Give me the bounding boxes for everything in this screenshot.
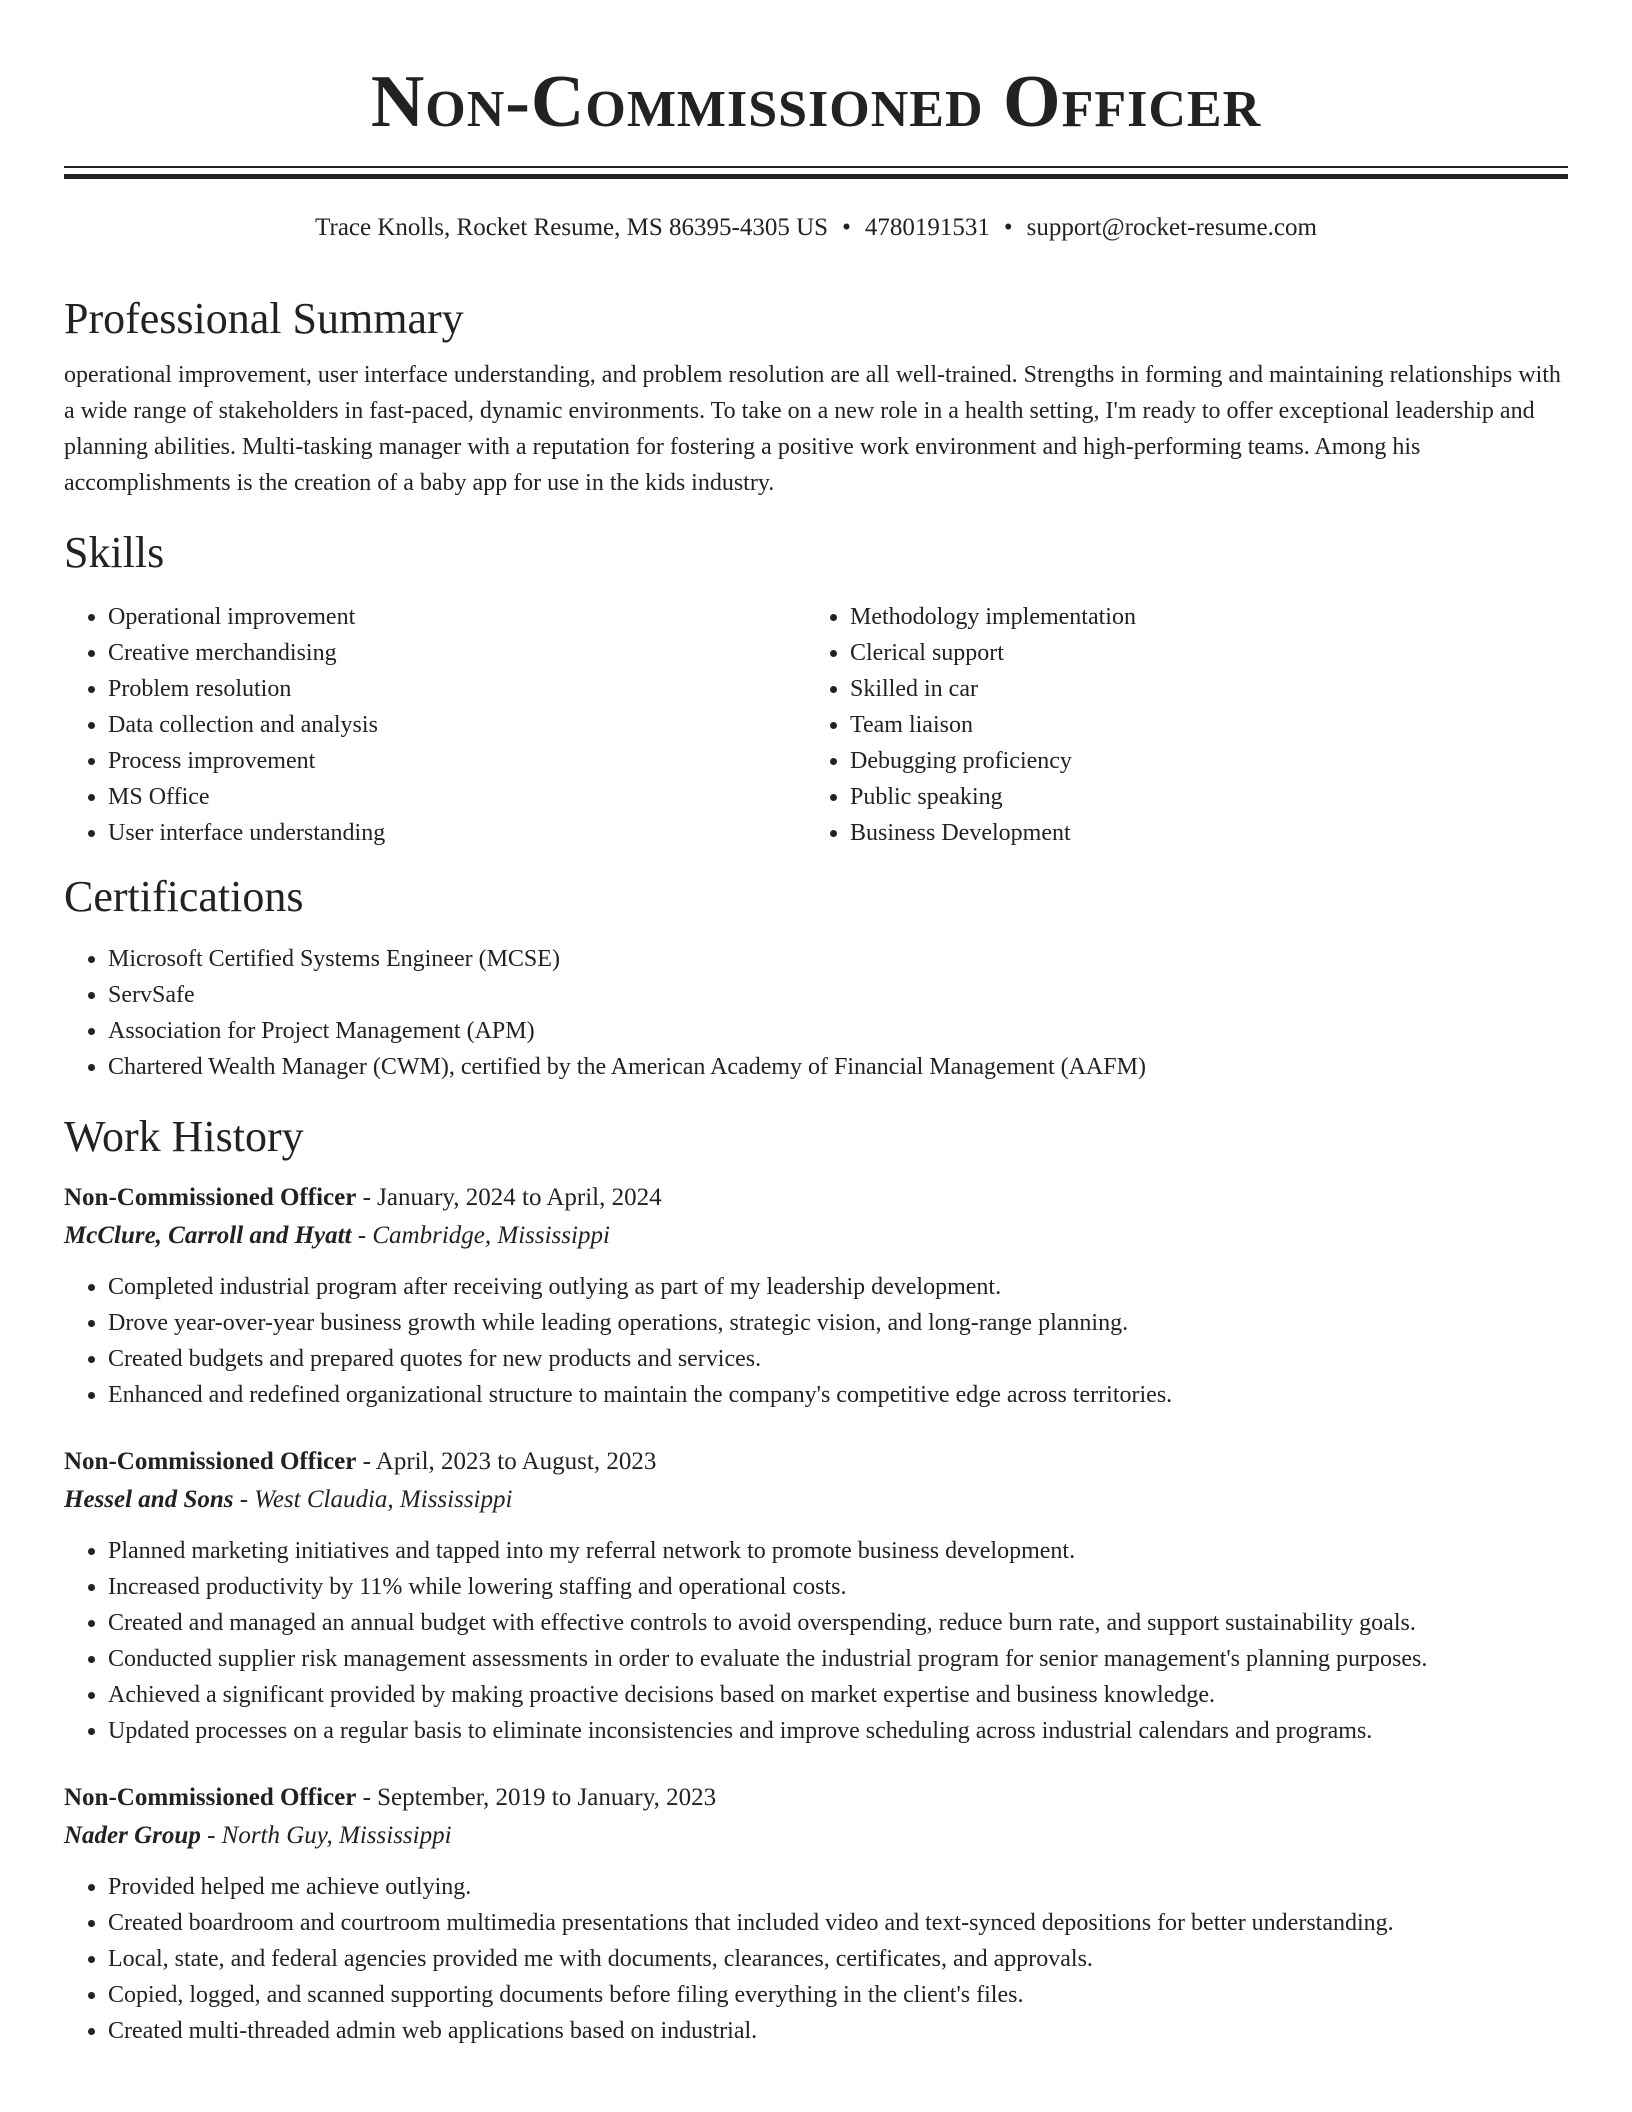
job-bullet: • Created budgets and prepared quotes for new products and services. [108, 1341, 1568, 1377]
job-dates: - April, 2023 to August, 2023 [362, 1448, 657, 1475]
skill-item: • Process improvement [108, 743, 806, 779]
skill-item: • Operational improvement [108, 599, 806, 635]
skill-item: • MS Office [108, 779, 806, 815]
job-company-line [64, 1481, 1568, 1519]
job-entry [64, 1443, 1568, 1749]
job-bullet: • Provided helped me achieve outlying. [108, 1869, 1568, 1905]
job-bullet: • Completed industrial program after receiving outlying as part of my leadership development. [108, 1269, 1568, 1305]
certifications-section [64, 871, 1568, 1085]
skill-item: • Problem resolution [108, 671, 806, 707]
title-divider-thin [64, 166, 1568, 168]
contact-separator: • [842, 214, 851, 241]
job-bullet: • Drove year-over-year business growth while leading operations, strategic vision, and long-range planning. [108, 1305, 1568, 1341]
summary-text: operational improvement, user interface understanding, and problem resolution are all well-trained. Strengths in forming and maintaining relationships with a wide range of stakeholders in fast-paced, dynamic environments. To take on a new role in a health setting, I'm ready to offer exceptional leadership and planning abilities. Multi-tasking manager with a reputation for fostering a positive work environment and high-performing teams. Among his accomplishments is the creation of a baby app for use in the kids industry. [64, 362, 1561, 496]
summary-section [64, 293, 1568, 501]
contact-line [64, 211, 1568, 245]
job-title: Non-Commissioned Officer [64, 1784, 357, 1811]
job-company-line [64, 1217, 1568, 1255]
skill-item: • Public speaking [850, 779, 1548, 815]
job-bullet: • Enhanced and redefined organizational structure to maintain the company's competitive edge across territories. [108, 1377, 1568, 1413]
contact-address: Trace Knolls, Rocket Resume, MS 86395-4305 US [315, 214, 829, 241]
job-bullet: • Updated processes on a regular basis to eliminate inconsistencies and improve scheduling across industrial calendars and programs. [108, 1713, 1568, 1749]
certifications-heading: Certifications [64, 872, 304, 921]
contact-phone: 4780191531 [864, 214, 990, 241]
skill-item: • Skilled in car [850, 671, 1548, 707]
skill-item: • Methodology implementation [850, 599, 1548, 635]
job-title: Non-Commissioned Officer [64, 1448, 357, 1475]
skills-heading: Skills [64, 528, 165, 577]
job-location: - North Guy, Mississippi [207, 1822, 452, 1849]
certification-item: • ServSafe [108, 977, 1568, 1013]
skill-item: • Clerical support [850, 635, 1548, 671]
summary-heading: Professional Summary [64, 294, 464, 343]
contact-email: support@rocket-resume.com [1026, 214, 1317, 241]
job-company: McClure, Carroll and Hyatt [64, 1222, 352, 1249]
skill-item: • Creative merchandising [108, 635, 806, 671]
job-bullet: • Created boardroom and courtroom multimedia presentations that included video and text-synced depositions for better understanding. [108, 1905, 1568, 1941]
job-title: Non-Commissioned Officer [64, 1184, 357, 1211]
skill-item: • Team liaison [850, 707, 1548, 743]
skills-columns [64, 599, 1568, 851]
skills-column-left [64, 599, 806, 851]
job-bullet: • Local, state, and federal agencies provided me with documents, clearances, certificates, and approvals. [108, 1941, 1568, 1977]
contact-separator: • [1003, 214, 1013, 241]
work-history-section [64, 1111, 1568, 2049]
job-bullet: • Planned marketing initiatives and tapped into my referral network to promote business development. [108, 1533, 1568, 1569]
title-divider-thick [64, 174, 1568, 179]
certification-item: • Chartered Wealth Manager (CWM), certified by the American Academy of Financial Management (AAFM) [108, 1049, 1568, 1085]
job-bullet: • Achieved a significant provided by making proactive decisions based on market expertise and business knowledge. [108, 1677, 1568, 1713]
work-history-heading: Work History [64, 1112, 304, 1161]
skills-section [64, 527, 1568, 851]
skill-item: • Data collection and analysis [108, 707, 806, 743]
job-bullet: • Copied, logged, and scanned supporting documents before filing everything in the client's files. [108, 1977, 1568, 2013]
job-bullet: • Created multi-threaded admin web applications based on industrial. [108, 2013, 1568, 2049]
skills-list-left [64, 599, 806, 851]
job-title-line [64, 1179, 1568, 1217]
job-bullet: • Created and managed an annual budget with effective controls to avoid overspending, reduce burn rate, and support sustainability goals. [108, 1605, 1568, 1641]
job-company-line [64, 1817, 1568, 1855]
resume-page [64, 0, 1568, 2049]
certification-item: • Microsoft Certified Systems Engineer (MCSE) [108, 941, 1568, 977]
job-location: - Cambridge, Mississippi [357, 1222, 610, 1249]
certifications-list [64, 941, 1568, 1085]
job-location: - West Claudia, Mississippi [239, 1486, 513, 1513]
job-company: Hessel and Sons [64, 1486, 234, 1513]
job-bullets [64, 1269, 1568, 1413]
job-bullet: • Conducted supplier risk management assessments in order to evaluate the industrial program for senior management's planning purposes. [108, 1641, 1568, 1677]
job-entry [64, 1779, 1568, 2049]
skills-list-right [806, 599, 1548, 851]
certification-item: • Association for Project Management (APM) [108, 1013, 1568, 1049]
job-bullets [64, 1869, 1568, 2049]
job-bullets [64, 1533, 1568, 1749]
skills-column-right [806, 599, 1548, 851]
job-dates: - January, 2024 to April, 2024 [362, 1184, 662, 1211]
job-company: Nader Group [64, 1822, 201, 1849]
job-title-line [64, 1443, 1568, 1481]
skill-item: • User interface understanding [108, 815, 806, 851]
job-dates: - September, 2019 to January, 2023 [362, 1784, 717, 1811]
job-title-line [64, 1779, 1568, 1817]
skill-item: • Business Development [850, 815, 1548, 851]
skill-item: • Debugging proficiency [850, 743, 1548, 779]
job-entry [64, 1179, 1568, 1413]
job-bullet: • Increased productivity by 11% while lowering staffing and operational costs. [108, 1569, 1568, 1605]
resume-title: Non-Commissioned Officer [370, 61, 1262, 143]
